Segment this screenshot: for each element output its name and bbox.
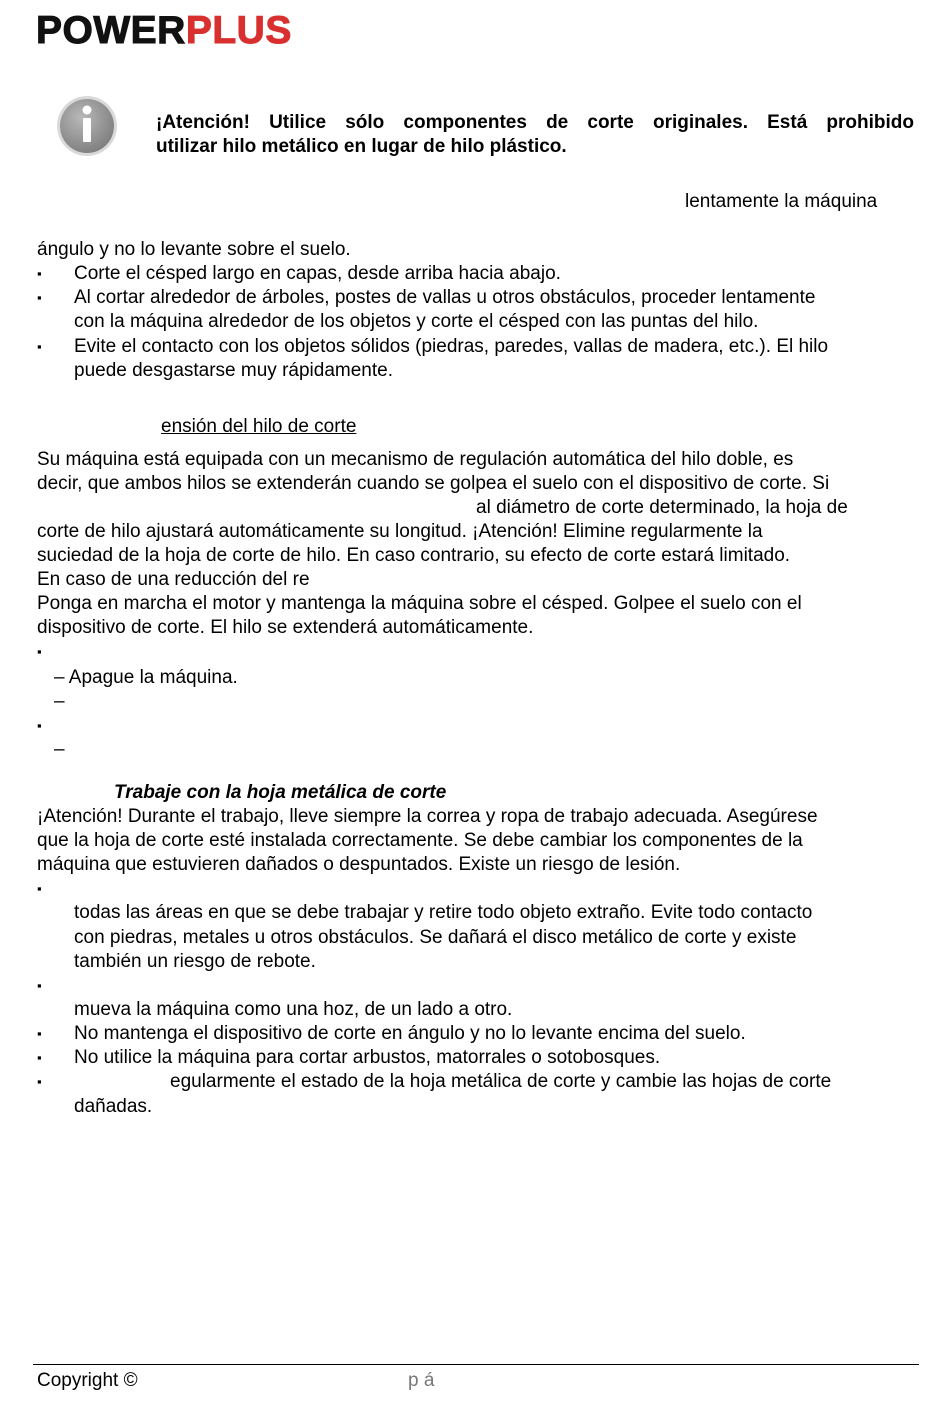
paragraph-line: ¡Atención! Durante el trabajo, lleve siempre la correa y ropa de trabajo adecuada. Asegúrese [37,806,818,827]
paragraph-line: suciedad de la hoja de corte de hilo. En caso contrario, su efecto de corte estará limitado. [37,545,791,566]
notice-line-2: utilizar hilo metálico en lugar de hilo plástico. [156,136,567,157]
bullet-icon: ▪ [37,339,42,354]
list-item: No mantenga el dispositivo de corte en ángulo y no lo levante encima del suelo. [74,1023,746,1044]
bullet-icon: ▪ [37,718,42,733]
footer-page: p á [408,1370,435,1391]
list-item: Evite el contacto con los objetos sólidos (piedras, paredes, vallas de madera, etc.). El hilo [74,336,829,357]
text-line: ángulo y no lo levante sobre el suelo. [37,239,351,260]
paragraph-line: Su máquina está equipada con un mecanismo de regulación automática del hilo doble, es [37,449,794,470]
bullet-icon: ▪ [37,1074,42,1089]
list-item: mueva la máquina como una hoz, de un lado a otro. [74,999,513,1020]
list-item: con la máquina alrededor de los objetos y corte el césped con las puntas del hilo. [74,311,759,332]
list-item: No utilice la máquina para cortar arbustos, matorrales o sotobosques. [74,1047,661,1068]
paragraph-line: corte de hilo ajustará automáticamente su longitud. ¡Atención! Elimine regularmente la [37,521,763,542]
paragraph-line: En caso de una reducción del re [37,569,310,590]
list-item: también un riesgo de rebote. [74,951,316,972]
paragraph-line: dispositivo de corte. El hilo se extenderá automáticamente. [37,617,534,638]
paragraph-line: que la hoja de corte esté instalada correctamente. Se debe cambiar los componentes de la [37,830,803,851]
bullet-icon: ▪ [37,644,42,659]
footer-copyright: Copyright © [37,1370,138,1391]
notice-line-1: ¡Atención! Utilice sólo componentes de corte originales. Está prohibido [156,112,914,133]
paragraph-line: máquina que estuvieren dañados o despuntados. Existe un riesgo de lesión. [37,854,681,875]
list-item: dañadas. [74,1096,153,1117]
list-item: Corte el césped largo en capas, desde arriba hacia abajo. [74,263,561,284]
bullet-icon: ▪ [37,266,42,281]
paragraph-line: decir, que ambos hilos se extenderán cuando se golpea el suelo con el dispositivo de corte. Si [37,473,830,494]
dash-item: – [54,739,65,760]
info-icon [56,95,118,157]
paragraph-line: al diámetro de corte determinado, la hoja de [476,497,848,518]
fragment-text: lentamente la máquina [685,191,878,212]
footer-divider [33,1364,919,1365]
section-heading: Trabaje con la hoja metálica de corte [114,782,447,803]
bullet-icon: ▪ [37,290,42,305]
list-item: puede desgastarse muy rápidamente. [74,360,393,381]
section-heading: ensión del hilo de corte [161,416,357,437]
bullet-icon: ▪ [37,1050,42,1065]
logo-plus-text: PLUS [185,9,292,52]
list-item: egularmente el estado de la hoja metálica de corte y cambie las hojas de corte [170,1071,832,1092]
attention-notice [156,111,914,159]
list-item: todas las áreas en que se debe trabajar y retire todo objeto extraño. Evite todo contacto [74,902,813,923]
paragraph-line: Ponga en marcha el motor y mantenga la máquina sobre el césped. Golpee el suelo con el [37,593,802,614]
bullet-icon: ▪ [37,1026,42,1041]
bullet-icon: ▪ [37,978,42,993]
list-item: Al cortar alrededor de árboles, postes de vallas u otros obstáculos, proceder lentamente [74,287,816,308]
logo-power-text: POWER [36,9,186,52]
dash-item: – Apague la máquina. [54,667,238,688]
list-item: con piedras, metales u otros obstáculos. Se dañará el disco metálico de corte y existe [74,927,797,948]
dash-item: – [54,691,65,712]
bullet-icon: ▪ [37,881,42,896]
powerplus-logo [36,10,292,52]
